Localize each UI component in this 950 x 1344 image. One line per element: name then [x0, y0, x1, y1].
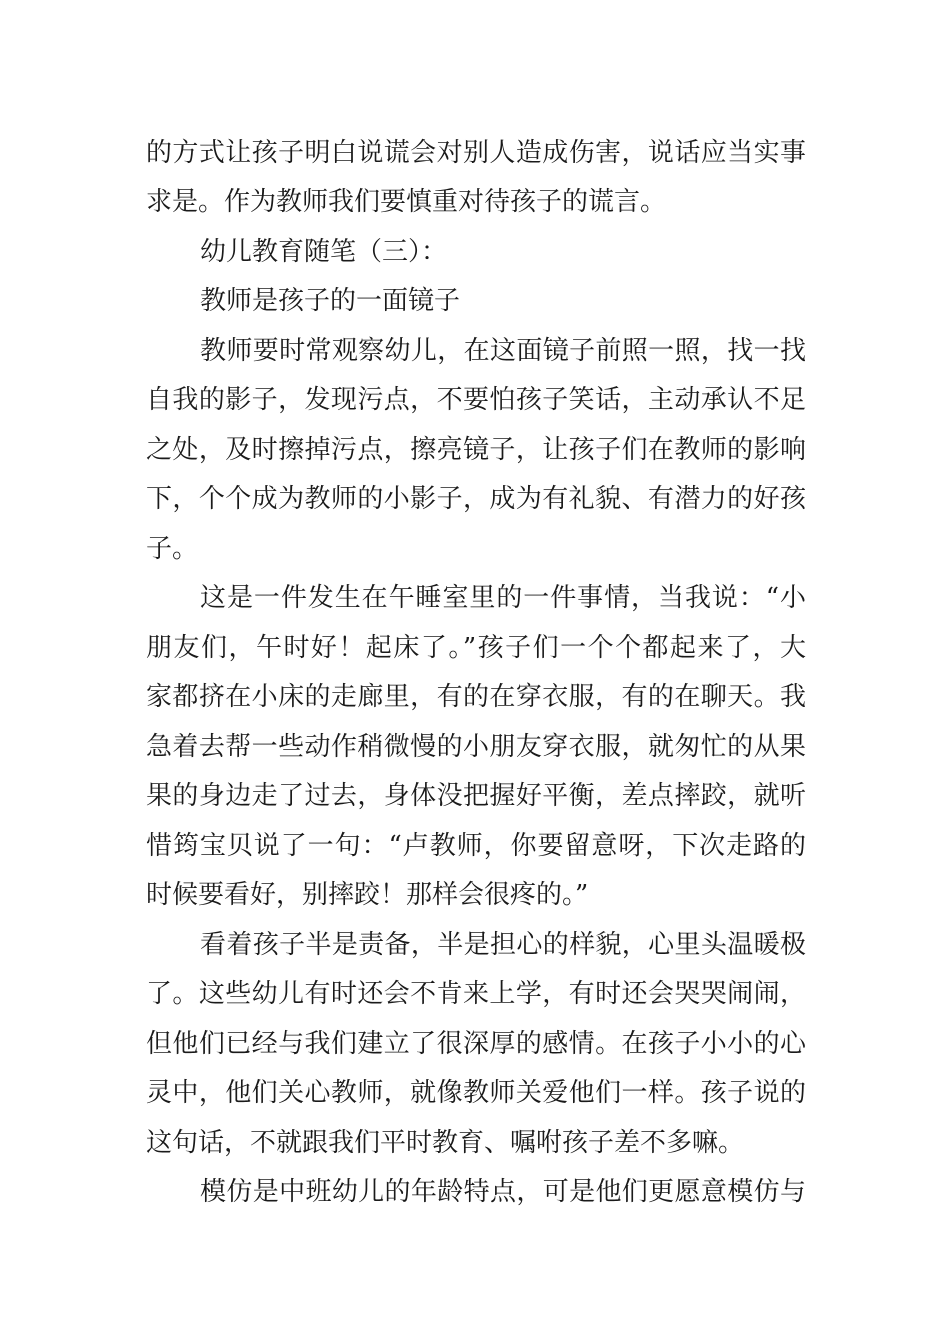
paragraph-line: 这句话，不就跟我们平时教育、嘱咐孩子差不多嘛。	[146, 1128, 745, 1158]
paragraph-line: 求是。作为教师我们要慎重对待孩子的谎言。	[146, 187, 667, 217]
paragraph-line: 下，个个成为教师的小影子，成为有礼貌、有潜力的好孩	[146, 484, 806, 514]
paragraph-line: 但他们已经与我们建立了很深厚的感情。在孩子小小的心	[146, 1029, 806, 1059]
paragraph-line: 时候要看好，别摔跤！那样会很疼的。”	[146, 880, 589, 910]
paragraph-line: 家都挤在小床的走廊里，有的在穿衣服，有的在聊天。我	[146, 682, 806, 712]
paragraph-line: 的方式让孩子明白说谎会对别人造成伤害，说话应当实事	[146, 138, 806, 168]
paragraph-line: 教师要时常观察幼儿，在这面镜子前照一照，找一找	[200, 336, 806, 366]
paragraph-line: 急着去帮一些动作稍微慢的小朋友穿衣服，就匆忙的从果	[146, 732, 806, 762]
paragraph-line: 模仿是中班幼儿的年龄特点，可是他们更愿意模仿与	[200, 1177, 806, 1207]
paragraph-line: 灵中，他们关心教师，就像教师关爱他们一样。孩子说的	[146, 1078, 806, 1108]
section-subtitle: 教师是孩子的一面镜子	[200, 286, 461, 316]
paragraph-line: 朋友们，午时好！起床了。”孩子们一个个都起来了，大	[146, 633, 806, 663]
paragraph-line: 看着孩子半是责备，半是担心的样貌，心里头温暖极	[200, 930, 806, 960]
section-heading: 幼儿教育随笔（三）：	[200, 237, 448, 267]
paragraph-line: 了。这些幼儿有时还会不肯来上学，有时还会哭哭闹闹，	[146, 979, 806, 1009]
paragraph-line: 惜筠宝贝说了一句：“卢教师，你要留意呀，下次走路的	[146, 831, 806, 861]
paragraph-line: 果的身边走了过去，身体没把握好平衡，差点摔跤，就听	[146, 781, 806, 811]
paragraph-line: 之处，及时擦掉污点，擦亮镜子，让孩子们在教师的影响	[146, 435, 806, 465]
paragraph-line: 这是一件发生在午睡室里的一件事情，当我说：“小	[200, 583, 806, 613]
paragraph-line: 自我的影子，发现污点，不要怕孩子笑话，主动承认不足	[146, 385, 806, 415]
paragraph-line: 子。	[146, 534, 199, 564]
